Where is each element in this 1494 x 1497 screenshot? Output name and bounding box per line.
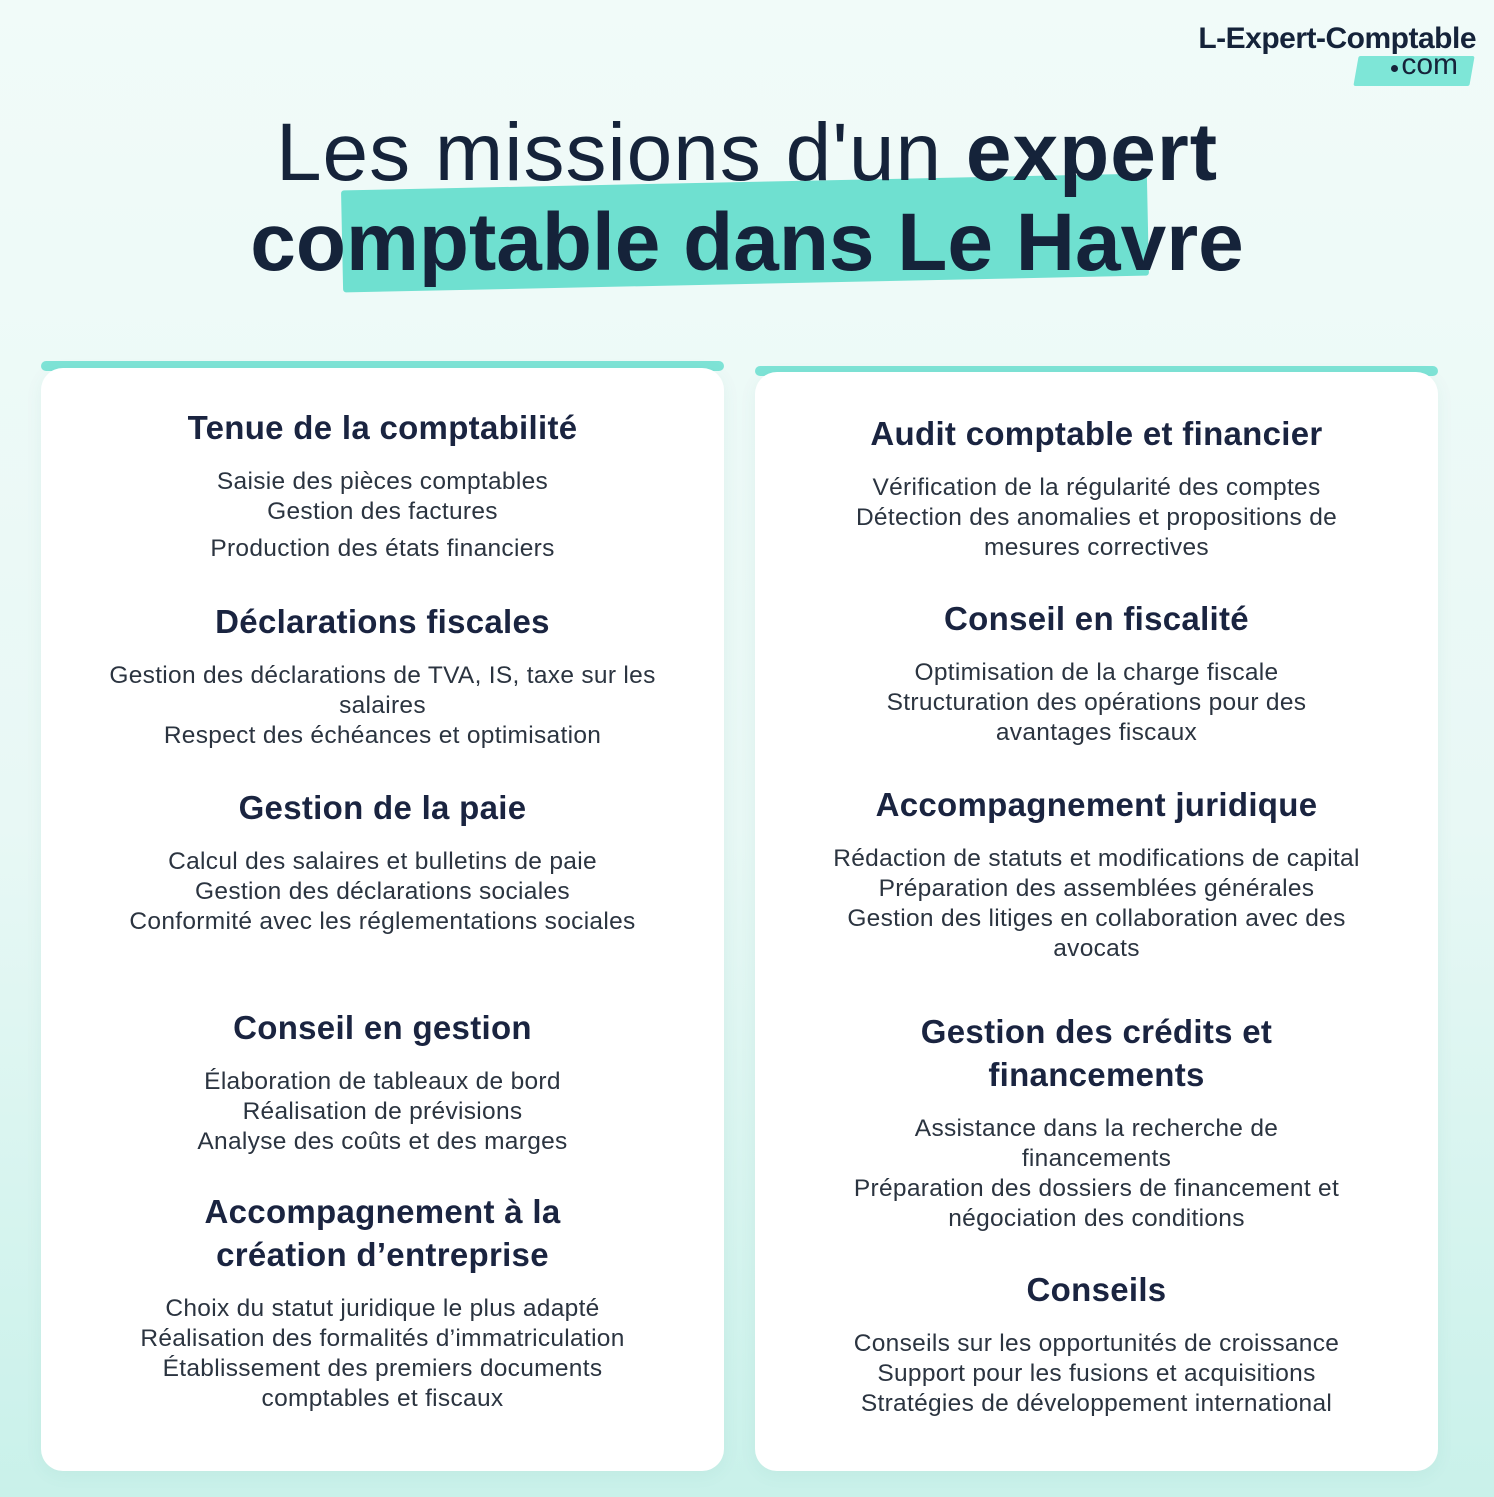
mission-section [755,1010,1438,1234]
mission-title: Conseil en fiscalité [944,600,1249,637]
logo-suffix-text: com [1401,48,1458,81]
mission-section [41,600,724,751]
logo-suffix [1391,48,1458,82]
mission-item: Gestion des litiges en collaboration avec des avocats [847,905,1346,962]
mission-list [755,1329,1438,1419]
mission-item: Gestion des déclarations sociales [195,878,570,905]
mission-item: Vérification de la régularité des comptes [872,474,1321,501]
title-line-1 [0,106,1494,200]
mission-item: Calcul des salaires et bulletins de paie [168,848,597,875]
mission-item: Analyse des coûts et des marges [197,1128,568,1155]
mission-title: Gestion des crédits et financements [920,1013,1273,1093]
mission-list [755,1114,1438,1234]
mission-item: Préparation des dossiers de financement et négociation des conditions [853,1175,1340,1232]
left-missions-card [41,368,724,1471]
mission-list [755,844,1438,964]
mission-section [755,412,1438,563]
mission-item: Élaboration de tableaux de bord [204,1068,561,1095]
mission-list [41,467,724,564]
mission-title: Conseils [1026,1271,1167,1308]
logo-text: L-Expert-Comptable [1198,22,1476,55]
mission-title: Conseil en gestion [233,1009,532,1046]
logo-dot-icon [1391,65,1398,72]
mission-section [755,1268,1438,1419]
mission-list [41,1067,724,1157]
mission-item: Réalisation de prévisions [242,1098,523,1125]
mission-item: Établissement des premiers documents comptables et fiscaux [162,1355,603,1412]
mission-list [41,847,724,937]
mission-item: Optimisation de la charge fiscale [914,659,1279,686]
mission-item: Structuration des opérations pour des avantages fiscaux [886,689,1307,746]
right-missions-card [755,372,1438,1471]
mission-section [41,786,724,937]
mission-title: Accompagnement juridique [875,786,1318,823]
mission-section [755,597,1438,748]
mission-item: Détection des anomalies et propositions de mesures correctives [855,504,1338,561]
mission-item: Support pour les fusions et acquisitions [877,1360,1316,1387]
mission-item: Choix du statut juridique le plus adapté [165,1295,600,1322]
mission-title: Accompagnement à la création d’entreprise [204,1193,561,1273]
mission-item: Production des états financiers [210,535,555,562]
mission-item: Conseils sur les opportunités de croissance [853,1330,1340,1357]
mission-section [41,1006,724,1157]
title-light-part: Les missions d'un [275,107,966,198]
mission-list [755,658,1438,748]
mission-item: Stratégies de développement international [860,1390,1333,1417]
title-line-2: comptable dans Le Havre [250,197,1244,288]
mission-section [755,783,1438,964]
mission-list [41,661,724,751]
mission-title: Tenue de la comptabilité [187,409,578,446]
mission-item: Gestion des factures [267,498,498,525]
mission-item: Saisie des pièces comptables [216,468,549,495]
brand-logo [1136,22,1476,92]
mission-item: Préparation des assemblées générales [878,875,1315,902]
mission-list [755,473,1438,563]
mission-title: Audit comptable et financier [870,415,1323,452]
mission-item: Conformité avec les réglementations sociales [129,908,636,935]
mission-list [41,1294,724,1414]
mission-title: Déclarations fiscales [215,603,550,640]
title-bold-part: expert [965,107,1219,198]
mission-item: Assistance dans la recherche de financements [914,1115,1279,1172]
mission-item: Rédaction de statuts et modifications de capital [833,845,1360,872]
mission-section [41,1190,724,1414]
mission-section [41,406,724,564]
mission-item: Gestion des déclarations de TVA, IS, taxe sur les salaires [109,662,656,719]
mission-title: Gestion de la paie [238,789,527,826]
mission-item: Réalisation des formalités d’immatriculation [140,1325,625,1352]
page-title [0,100,1494,300]
mission-item: Respect des échéances et optimisation [163,722,602,749]
